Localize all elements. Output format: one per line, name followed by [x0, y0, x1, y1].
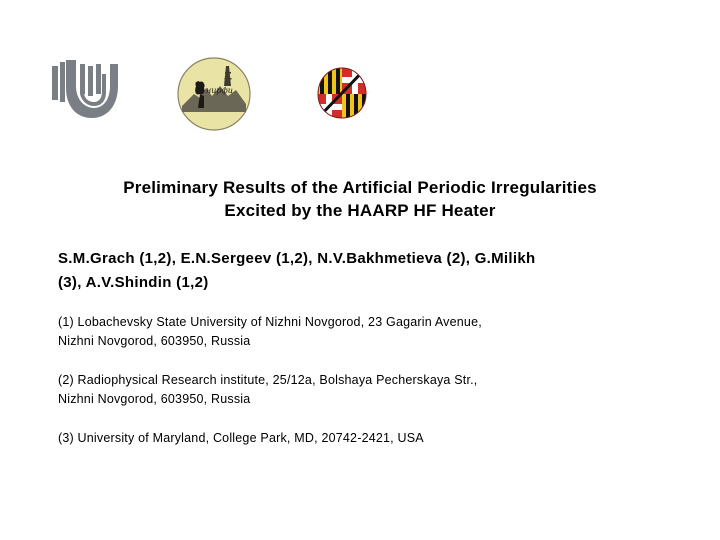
title-line-1: Preliminary Results of the Artificial Periodic Irregularities [123, 178, 597, 197]
affiliation-2-line-2: Nizhni Novgorod, 603950, Russia [58, 392, 251, 406]
authors-line-1: S.M.Grach (1,2), E.N.Sergeev (1,2), N.V.Bakhmetieva (2), G.Milikh [58, 250, 536, 267]
unn-logo-icon [52, 56, 118, 120]
affiliation-1 [58, 313, 678, 351]
affiliation-2-line-1: (2) Radiophysical Research institute, 25/12a, Bolshaya Pecherskaya Str., [58, 373, 478, 387]
authors [58, 247, 678, 295]
title-line-2: Excited by the HAARP HF Heater [224, 201, 496, 220]
affiliation-1-line-1: (1) Lobachevsky State University of Nizhni Novgorod, 23 Gagarin Avenue, [58, 315, 482, 329]
affiliation-3 [58, 429, 678, 448]
umd-logo-icon [316, 66, 368, 120]
nirfi-logo-text: нирфи [206, 86, 233, 95]
authors-line-2: (3), A.V.Shindin (1,2) [58, 274, 209, 291]
affiliation-1-line-2: Nizhni Novgorod, 603950, Russia [58, 334, 251, 348]
affiliation-2 [58, 371, 678, 409]
affiliation-3-line-1: (3) University of Maryland, College Park, MD, 20742-2421, USA [58, 431, 424, 445]
